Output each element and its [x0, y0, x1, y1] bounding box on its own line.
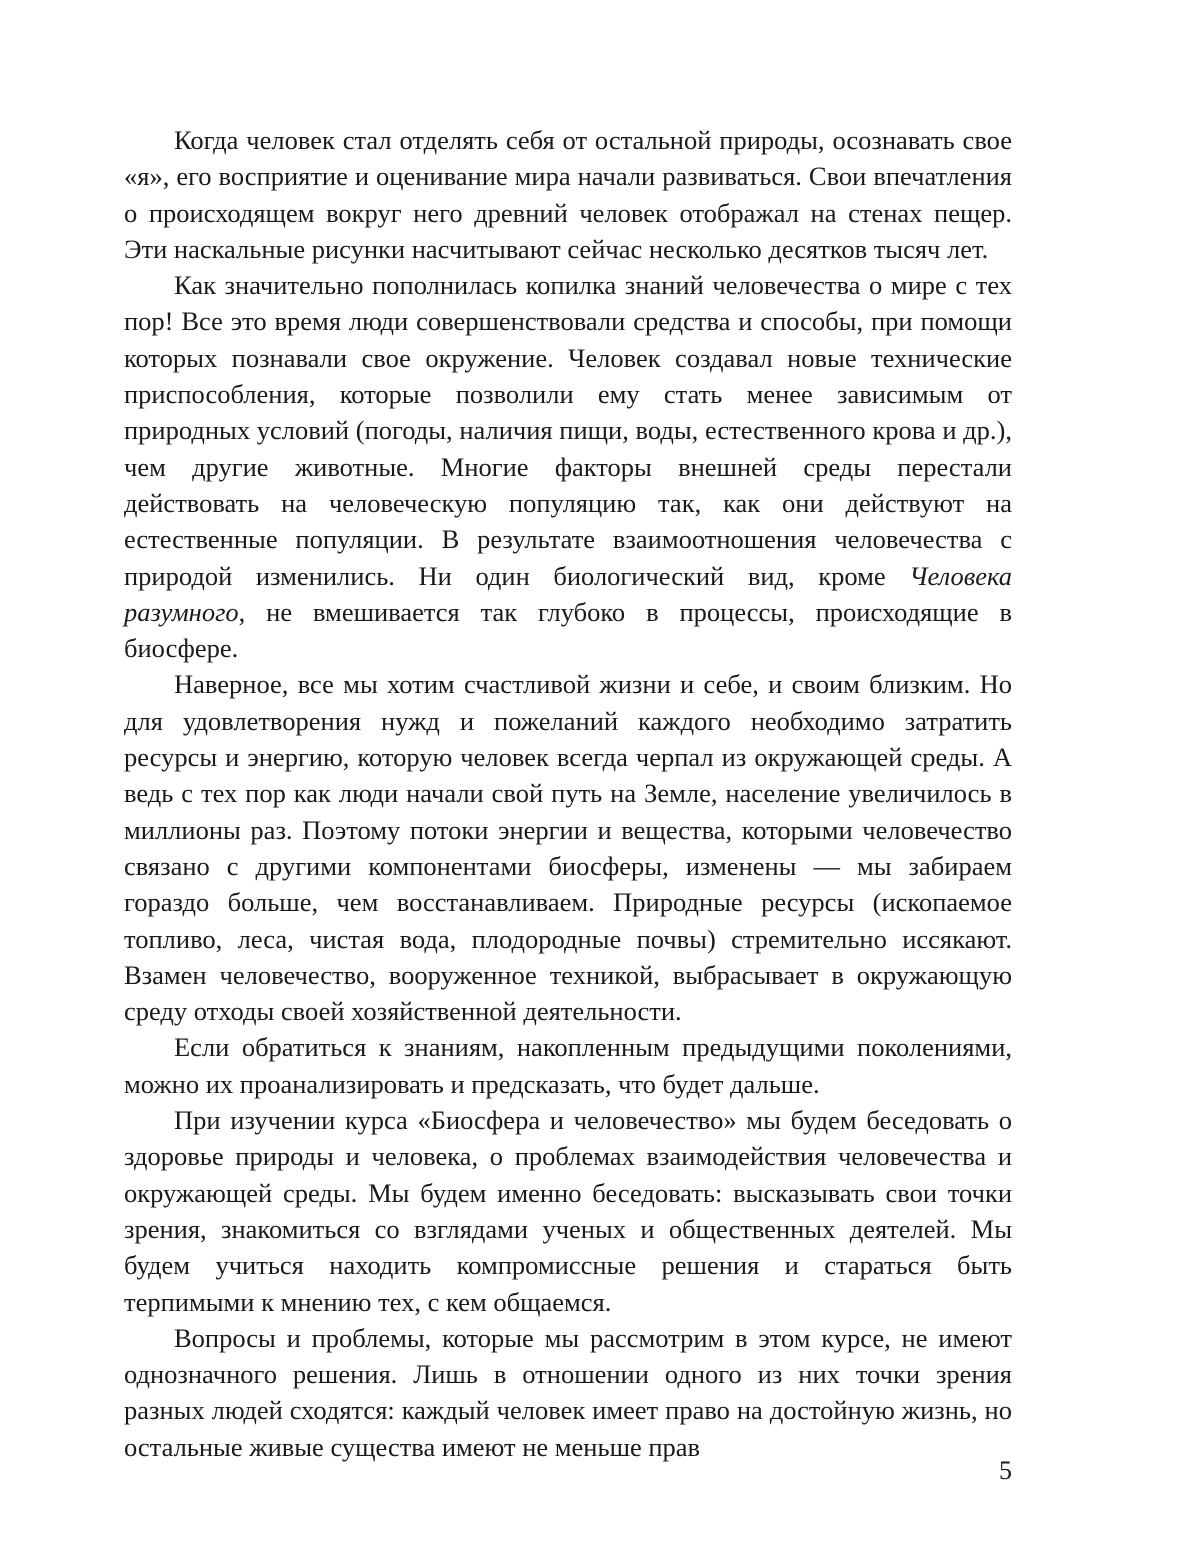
paragraph-3: Наверное, все мы хотим счастливой жизни и себе, и своим близким. Но для удовлетворения нужд и пожеланий каждого необходимо затратить ресурсы и энергию, которую человек всегда черпал из окружающей среды. А ведь с тех пор как люди начали свой путь на Земле, население увеличилось в миллионы раз. Поэтому потоки энергии и вещества, которыми человечество связано с другими компонентами биосферы, изменены — мы забираем гораздо больше, чем восстанавливаем. Природные ресурсы (ископаемое топливо, леса, чистая вода, плодородные почвы) стремительно иссякают. Взамен человечество, вооруженное техникой, выбрасывает в окружающую среду отходы своей хозяйственной деятельности. [124, 669, 1012, 1027]
paragraph-2-text-start: Как значительно пополнилась копилка знаний человечества о мире с тех пор! Все это время люди совершенствовали средства и способы, при помощи которых познавали свое окружение. Человек создавал новые технические приспособления, которые позволили ему стать менее зависимым от природных условий (погоды, наличия пищи, воды, естественного крова и др.), чем другие животные. Многие факторы внешней среды перестали действовать на человеческую популяцию так, как они действуют на естественные популяции. В результате взаимоотношения человечества с природой изменились. Ни один биологический вид, кроме [124, 270, 1012, 591]
paragraph-6: Вопросы и проблемы, которые мы рассмотрим в этом курсе, не имеют однозначного решения. Лишь в отношении одного из них точки зрения разных людей сходятся: каждый человек имеет право на достойную жизнь, но остальные живые существа имеют не меньше прав [124, 1322, 1012, 1462]
paragraph-2 [124, 267, 1012, 666]
paragraph-2-text-end: , не вмешивается так глубоко в процессы, происходящие в биосфере. [124, 596, 1012, 664]
species-name-italic: Человека разумного [124, 560, 1012, 627]
page-body [124, 122, 1012, 1465]
paragraph-4: Если обратиться к знаниям, накопленным предыдущими поколениями, можно их проанализировать и предсказать, что будет дальше. [124, 1032, 1012, 1099]
paragraph-1: Когда человек стал отделять себя от остальной природы, осознавать свое «я», его восприятие и оценивание мира начали развиваться. Свои впечатления о происходящем вокруг него древний человек отображал на стенах пещер. Эти наскальные рисунки насчитывают сейчас несколько десятков тысяч лет. [124, 125, 1012, 264]
paragraph-5: При изучении курса «Биосфера и человечество» мы будем беседовать о здоровье природы и человека, о проблемах взаимодействия человечества и окружающей среды. Мы будем именно беседовать: высказывать свои точки зрения, знакомиться со взглядами ученых и общественных деятелей. Мы будем учиться находить компромиссные решения и стараться быть терпимыми к мнению тех, с кем общаемся. [124, 1105, 1012, 1317]
page-number: 5 [999, 1456, 1012, 1485]
